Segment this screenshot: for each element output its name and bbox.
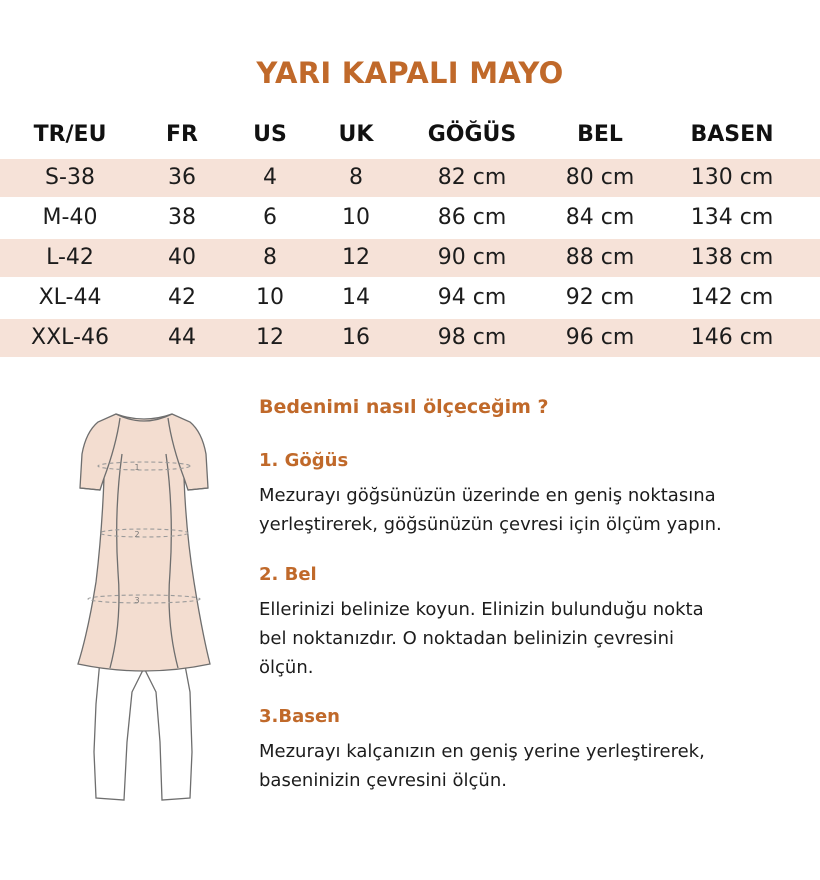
guide-title: Bedenimi nasıl ölçeceğim ? bbox=[259, 396, 549, 418]
cell-gogus: 82 cm bbox=[437, 165, 507, 190]
marker-2: 2 bbox=[134, 530, 140, 539]
cell-tr-eu: XL-44 bbox=[38, 285, 102, 310]
cell-bel: 84 cm bbox=[565, 205, 635, 230]
cell-uk: 8 bbox=[349, 165, 363, 190]
leggings-shape bbox=[94, 660, 192, 800]
cell-fr: 40 bbox=[168, 245, 196, 270]
cell-tr-eu: XXL-46 bbox=[31, 325, 109, 350]
marker-1: 1 bbox=[134, 463, 140, 472]
header-bel: BEL bbox=[577, 122, 623, 147]
header-fr: FR bbox=[166, 122, 198, 147]
step-bel-title: 2. Bel bbox=[259, 564, 317, 585]
cell-uk: 10 bbox=[342, 205, 370, 230]
swimsuit-illustration bbox=[44, 392, 244, 812]
dress-shape bbox=[78, 414, 210, 671]
step-gogus-title: 1. Göğüs bbox=[259, 450, 349, 471]
header-us: US bbox=[253, 122, 287, 147]
step-gogus-text bbox=[259, 481, 799, 539]
cell-tr-eu: S-38 bbox=[45, 165, 95, 190]
cell-uk: 14 bbox=[342, 285, 370, 310]
cell-fr: 42 bbox=[168, 285, 196, 310]
text-line: ölçün. bbox=[259, 657, 314, 678]
cell-us: 6 bbox=[263, 205, 277, 230]
table-row bbox=[0, 239, 820, 277]
table-row bbox=[0, 279, 820, 317]
text-line: baseninizin çevresini ölçün. bbox=[259, 770, 507, 791]
cell-uk: 16 bbox=[342, 325, 370, 350]
table-header bbox=[0, 116, 820, 154]
table-row bbox=[0, 199, 820, 237]
cell-bel: 88 cm bbox=[565, 245, 635, 270]
text-line: yerleştirerek, göğsünüzün çevresi için ölçüm yapın. bbox=[259, 514, 722, 535]
page-title: YARI KAPALI MAYO bbox=[256, 56, 564, 90]
cell-basen: 138 cm bbox=[690, 245, 774, 270]
cell-bel: 80 cm bbox=[565, 165, 635, 190]
text-line: Mezurayı kalçanızın en geniş yerine yerleştirerek, bbox=[259, 741, 705, 762]
cell-gogus: 90 cm bbox=[437, 245, 507, 270]
header-uk: UK bbox=[338, 122, 374, 147]
cell-basen: 130 cm bbox=[690, 165, 774, 190]
header-basen: BASEN bbox=[690, 122, 774, 147]
cell-us: 10 bbox=[256, 285, 284, 310]
cell-us: 4 bbox=[263, 165, 277, 190]
cell-uk: 12 bbox=[342, 245, 370, 270]
text-line: Mezurayı göğsünüzün üzerinde en geniş noktasına bbox=[259, 485, 716, 506]
cell-tr-eu: M-40 bbox=[42, 205, 98, 230]
header-tr-eu: TR/EU bbox=[33, 122, 107, 147]
table-row bbox=[0, 159, 820, 197]
step-bel-text bbox=[259, 595, 799, 682]
text-line: Ellerinizi belinize koyun. Elinizin bulunduğu nokta bbox=[259, 599, 704, 620]
cell-basen: 142 cm bbox=[690, 285, 774, 310]
step-basen-title: 3.Basen bbox=[259, 706, 340, 727]
cell-basen: 146 cm bbox=[690, 325, 774, 350]
cell-us: 8 bbox=[263, 245, 277, 270]
cell-us: 12 bbox=[256, 325, 284, 350]
cell-tr-eu: L-42 bbox=[46, 245, 94, 270]
table-row bbox=[0, 319, 820, 357]
cell-bel: 96 cm bbox=[565, 325, 635, 350]
header-gogus: GÖĞÜS bbox=[427, 122, 517, 147]
text-line: bel noktanızdır. O noktadan belinizin çevresini bbox=[259, 628, 675, 649]
cell-gogus: 98 cm bbox=[437, 325, 507, 350]
cell-fr: 38 bbox=[168, 205, 196, 230]
step-basen-text bbox=[259, 737, 799, 795]
cell-basen: 134 cm bbox=[690, 205, 774, 230]
cell-bel: 92 cm bbox=[565, 285, 635, 310]
cell-fr: 36 bbox=[168, 165, 196, 190]
cell-fr: 44 bbox=[168, 325, 196, 350]
marker-3: 3 bbox=[134, 596, 140, 605]
cell-gogus: 86 cm bbox=[437, 205, 507, 230]
cell-gogus: 94 cm bbox=[437, 285, 507, 310]
